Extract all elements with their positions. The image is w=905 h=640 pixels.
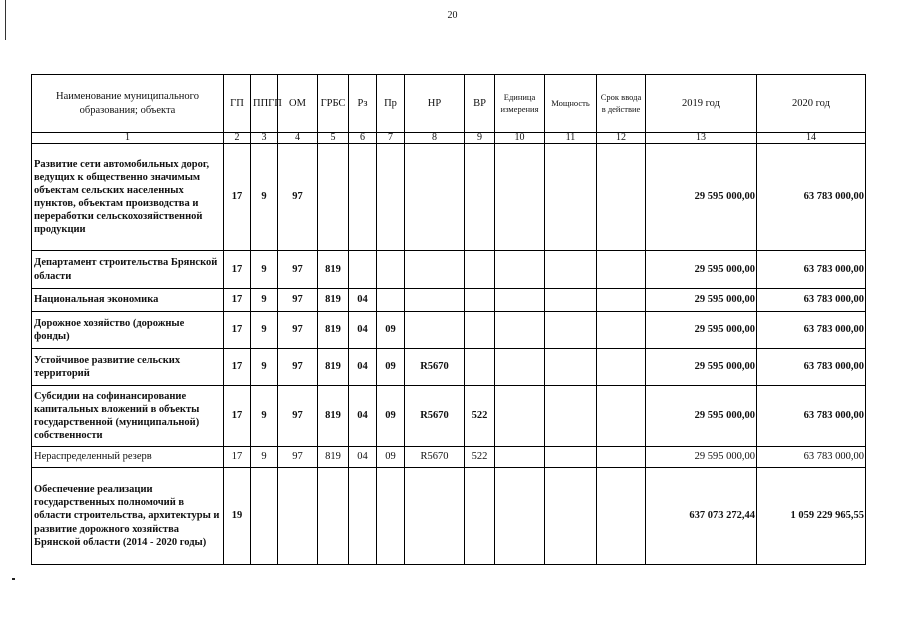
col-header-gp: ГП (224, 75, 251, 133)
col-header-grbs: ГРБС (318, 75, 349, 133)
row-om: 97 (278, 251, 318, 289)
table-row (32, 468, 866, 565)
col-header-term: Срок ввода в действие (597, 75, 646, 133)
row-power (545, 447, 597, 468)
row-2020: 63 783 000,00 (757, 447, 866, 468)
col-header-nr: НР (405, 75, 465, 133)
row-gp: 17 (224, 312, 251, 349)
row-vr: 522 (465, 386, 495, 447)
col-num: 10 (495, 133, 545, 144)
col-num: 4 (278, 133, 318, 144)
row-vr (465, 312, 495, 349)
row-name: Национальная экономика (32, 289, 224, 312)
row-nr: R5670 (405, 386, 465, 447)
row-rz: 04 (349, 289, 377, 312)
row-term (597, 144, 646, 251)
row-name: Нераспределенный резерв (32, 447, 224, 468)
row-pr (377, 468, 405, 565)
col-num: 8 (405, 133, 465, 144)
col-num: 5 (318, 133, 349, 144)
row-ppgp: 9 (251, 312, 278, 349)
col-num: 3 (251, 133, 278, 144)
row-2020: 63 783 000,00 (757, 251, 866, 289)
col-header-2020: 2020 год (757, 75, 866, 133)
col-header-vr: ВР (465, 75, 495, 133)
row-term (597, 386, 646, 447)
row-2019: 29 595 000,00 (646, 289, 757, 312)
row-nr (405, 251, 465, 289)
row-unit (495, 386, 545, 447)
row-power (545, 349, 597, 386)
table-row (32, 447, 866, 468)
row-term (597, 312, 646, 349)
row-grbs: 819 (318, 251, 349, 289)
row-om: 97 (278, 289, 318, 312)
row-name: Развитие сети автомобильных дорог, ведущих к общественно значимым объектам сельских населенных пунктов, объектам производства и переработки сельскохозяйственной продукции (32, 144, 224, 251)
row-ppgp: 9 (251, 251, 278, 289)
row-rz: 04 (349, 349, 377, 386)
row-2020: 63 783 000,00 (757, 312, 866, 349)
row-om: 97 (278, 386, 318, 447)
row-nr (405, 468, 465, 565)
page-number: 20 (447, 10, 458, 21)
row-2019: 29 595 000,00 (646, 312, 757, 349)
row-gp: 17 (224, 144, 251, 251)
row-2019: 29 595 000,00 (646, 349, 757, 386)
row-rz: 04 (349, 386, 377, 447)
table-row (32, 386, 866, 447)
row-nr: R5670 (405, 447, 465, 468)
row-name: Департамент строительства Брянской области (32, 251, 224, 289)
row-2019: 29 595 000,00 (646, 144, 757, 251)
row-term (597, 468, 646, 565)
row-name: Субсидии на софинансирование капитальных вложений в объекты государственной (муниципальной) собственности (32, 386, 224, 447)
row-2020: 63 783 000,00 (757, 144, 866, 251)
row-gp: 17 (224, 447, 251, 468)
row-unit (495, 349, 545, 386)
col-num: 11 (545, 133, 597, 144)
row-ppgp (251, 468, 278, 565)
row-om: 97 (278, 349, 318, 386)
row-nr (405, 289, 465, 312)
row-vr (465, 289, 495, 312)
row-nr (405, 144, 465, 251)
row-unit (495, 468, 545, 565)
row-rz: 04 (349, 447, 377, 468)
row-pr (377, 144, 405, 251)
row-rz: 04 (349, 312, 377, 349)
row-unit (495, 251, 545, 289)
row-rz (349, 251, 377, 289)
row-om: 97 (278, 447, 318, 468)
row-power (545, 251, 597, 289)
col-num: 13 (646, 133, 757, 144)
row-om: 97 (278, 144, 318, 251)
row-2019: 29 595 000,00 (646, 447, 757, 468)
row-grbs: 819 (318, 312, 349, 349)
row-power (545, 144, 597, 251)
row-2020: 63 783 000,00 (757, 386, 866, 447)
row-2019: 29 595 000,00 (646, 386, 757, 447)
row-vr (465, 251, 495, 289)
row-rz (349, 468, 377, 565)
row-vr (465, 468, 495, 565)
col-num: 12 (597, 133, 646, 144)
row-vr (465, 349, 495, 386)
col-num: 2 (224, 133, 251, 144)
col-num: 9 (465, 133, 495, 144)
row-om: 97 (278, 312, 318, 349)
row-2020: 63 783 000,00 (757, 289, 866, 312)
col-num: 14 (757, 133, 866, 144)
col-num: 6 (349, 133, 377, 144)
column-number-row (32, 133, 866, 144)
row-ppgp: 9 (251, 386, 278, 447)
row-gp: 17 (224, 349, 251, 386)
row-pr: 09 (377, 386, 405, 447)
row-term (597, 251, 646, 289)
row-power (545, 312, 597, 349)
row-gp: 19 (224, 468, 251, 565)
col-header-power: Мощность (545, 75, 597, 133)
row-pr: 09 (377, 312, 405, 349)
row-rz (349, 144, 377, 251)
col-num: 1 (32, 133, 224, 144)
row-pr (377, 251, 405, 289)
budget-table (31, 74, 866, 565)
row-2020: 1 059 229 965,55 (757, 468, 866, 565)
table-row (32, 251, 866, 289)
row-ppgp: 9 (251, 447, 278, 468)
row-name: Дорожное хозяйство (дорожные фонды) (32, 312, 224, 349)
row-grbs: 819 (318, 289, 349, 312)
row-pr: 09 (377, 447, 405, 468)
row-unit (495, 289, 545, 312)
row-power (545, 386, 597, 447)
row-grbs (318, 468, 349, 565)
col-header-ppgp: ППГП (251, 75, 278, 133)
row-gp: 17 (224, 251, 251, 289)
table-row (32, 312, 866, 349)
row-om (278, 468, 318, 565)
col-header-om: ОМ (278, 75, 318, 133)
row-name: Устойчивое развитие сельских территорий (32, 349, 224, 386)
row-ppgp: 9 (251, 289, 278, 312)
table-row (32, 349, 866, 386)
row-pr: 09 (377, 349, 405, 386)
row-2019: 637 073 272,44 (646, 468, 757, 565)
row-2020: 63 783 000,00 (757, 349, 866, 386)
table-row (32, 144, 866, 251)
row-power (545, 468, 597, 565)
col-header-pr: Пр (377, 75, 405, 133)
row-gp: 17 (224, 289, 251, 312)
row-term (597, 447, 646, 468)
col-num: 7 (377, 133, 405, 144)
row-grbs: 819 (318, 386, 349, 447)
row-2019: 29 595 000,00 (646, 251, 757, 289)
row-nr: R5670 (405, 349, 465, 386)
row-unit (495, 447, 545, 468)
row-grbs (318, 144, 349, 251)
row-ppgp: 9 (251, 144, 278, 251)
table-header-row (32, 75, 866, 133)
col-header-2019: 2019 год (646, 75, 757, 133)
row-name: Обеспечение реализации государственных полномочий в области строительства, архитектуры и развитие дорожного хозяйства Брянской области (2014 - 2020 годы) (32, 468, 224, 565)
row-nr (405, 312, 465, 349)
row-term (597, 349, 646, 386)
row-grbs: 819 (318, 447, 349, 468)
col-header-unit: Единица измерения (495, 75, 545, 133)
margin-mark (12, 578, 15, 580)
row-ppgp: 9 (251, 349, 278, 386)
row-gp: 17 (224, 386, 251, 447)
col-header-name: Наименование муниципального образования; объекта (32, 75, 224, 133)
row-unit (495, 144, 545, 251)
row-term (597, 289, 646, 312)
row-pr (377, 289, 405, 312)
col-header-rz: Рз (349, 75, 377, 133)
table-row (32, 289, 866, 312)
row-vr: 522 (465, 447, 495, 468)
row-unit (495, 312, 545, 349)
row-vr (465, 144, 495, 251)
row-grbs: 819 (318, 349, 349, 386)
row-power (545, 289, 597, 312)
